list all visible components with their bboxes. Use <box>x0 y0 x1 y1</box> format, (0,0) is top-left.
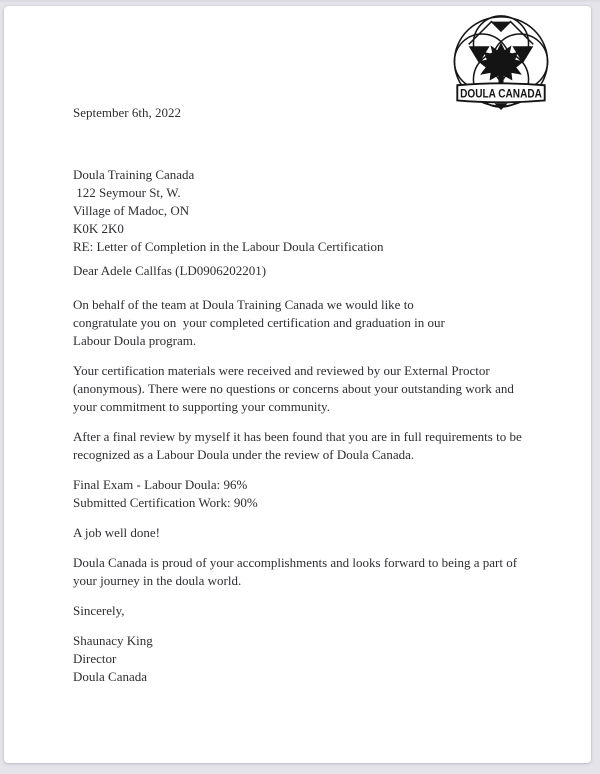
letter-page <box>4 6 591 763</box>
date-line: September 6th, 2022 <box>73 105 181 120</box>
recipient-line: 122 Seymour St, W. <box>73 185 181 200</box>
letter-body <box>73 104 553 686</box>
body-line: After a final review by myself it has been found that you are in full requirements to be <box>73 429 522 444</box>
signature-block <box>73 632 553 686</box>
well-done-line: A job well done! <box>73 525 161 540</box>
paragraph-final-review <box>73 428 553 464</box>
paragraph-congratulations <box>73 296 553 350</box>
recipient-line: Doula Training Canada <box>73 167 195 182</box>
signature-title: Director <box>73 651 117 666</box>
paragraph-proctor-review <box>73 362 553 416</box>
body-line: your journey in the doula world. <box>73 573 242 588</box>
scores-block <box>73 476 553 512</box>
peak-triangle-icon <box>492 22 511 31</box>
body-line: Doula Canada is proud of your accomplishments and looks forward to being a part of <box>73 555 518 570</box>
salutation: Dear Adele Callfas (LD0906202201) <box>73 263 267 278</box>
closing: Sincerely, <box>73 603 125 618</box>
logo-banner-text: DOULA CANADA <box>460 86 543 101</box>
signature-name: Shaunacy King <box>73 633 153 648</box>
body-line: (anonymous). There were no questions or concerns about your outstanding work and <box>73 381 514 396</box>
body-line: recognized as a Labour Doula under the review of Doula Canada. <box>73 447 415 462</box>
signature-org: Doula Canada <box>73 669 148 684</box>
re-subject-line: RE: Letter of Completion in the Labour Doula Certification <box>73 239 384 254</box>
body-line: your commitment to supporting your community. <box>73 399 330 414</box>
body-line: On behalf of the team at Doula Training Canada we would like to <box>73 297 414 312</box>
paragraph-proud <box>73 554 553 590</box>
recipient-line: K0K 2K0 <box>73 221 124 236</box>
final-exam-score: Final Exam - Labour Doula: 96% <box>73 477 248 492</box>
doula-canada-logo <box>444 12 558 111</box>
certification-work-score: Submitted Certification Work: 90% <box>73 495 258 510</box>
recipient-address <box>73 166 553 256</box>
body-line: Labour Doula program. <box>73 333 197 348</box>
body-line: congratulate you on your completed certification and graduation in our <box>73 315 445 330</box>
recipient-line: Village of Madoc, ON <box>73 203 190 218</box>
body-line: Your certification materials were received and reviewed by our External Proctor <box>73 363 490 378</box>
